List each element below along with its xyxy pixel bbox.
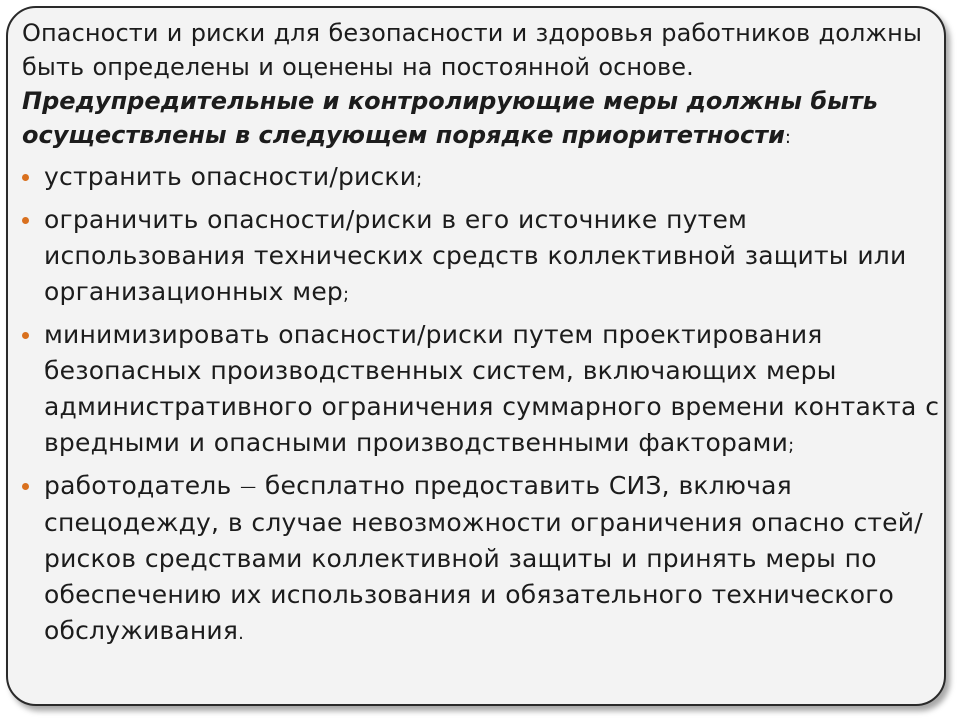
measure-end: . (238, 623, 245, 644)
measure-text: ограничить опасности/риски в его источнике путем использования технических средств коллективной защиты или организационных мер (44, 205, 907, 306)
measure-text: работодатель (44, 471, 241, 500)
intro-paragraph: Опасности и риски для безопасности и здоровья работников должны быть определены и оценены на постоянной основе. (22, 19, 922, 81)
priority-heading-colon: : (784, 127, 791, 148)
priority-heading-text: Предупредительные и контролирующие меры должны быть осуществлены в следующем порядке приоритетности (22, 87, 878, 149)
bullet-dot-icon (22, 483, 29, 490)
measure-end: ; (416, 169, 423, 190)
slide-content (22, 16, 940, 652)
measures-list (22, 159, 940, 652)
measure-text: минимизировать опасности/риски путем проектирования безопасных производственных систем, включающих меры административного ограничения суммарного времени контакта с вредными и опасными производственными факторами (44, 320, 940, 457)
measure-dash: — (240, 477, 257, 496)
measure-text: устранить опасности/риски (44, 162, 417, 191)
priority-heading (22, 84, 940, 155)
list-item (22, 202, 940, 313)
bullet-dot-icon (22, 174, 29, 181)
measure-end: ; (342, 284, 350, 305)
list-item (22, 159, 940, 198)
list-item (22, 317, 940, 464)
measure-text: бесплатно предоставить СИЗ, включая спецодежду, в случае невозможности ограничения опасно стей/рисков средствами коллективной защиты и принять меры по обеспечению их использования и обязательного технического обслуживания (44, 471, 923, 645)
bullet-dot-icon (22, 332, 29, 339)
measure-end: ; (788, 435, 795, 456)
bullet-dot-icon (22, 217, 29, 224)
list-item (22, 468, 940, 652)
